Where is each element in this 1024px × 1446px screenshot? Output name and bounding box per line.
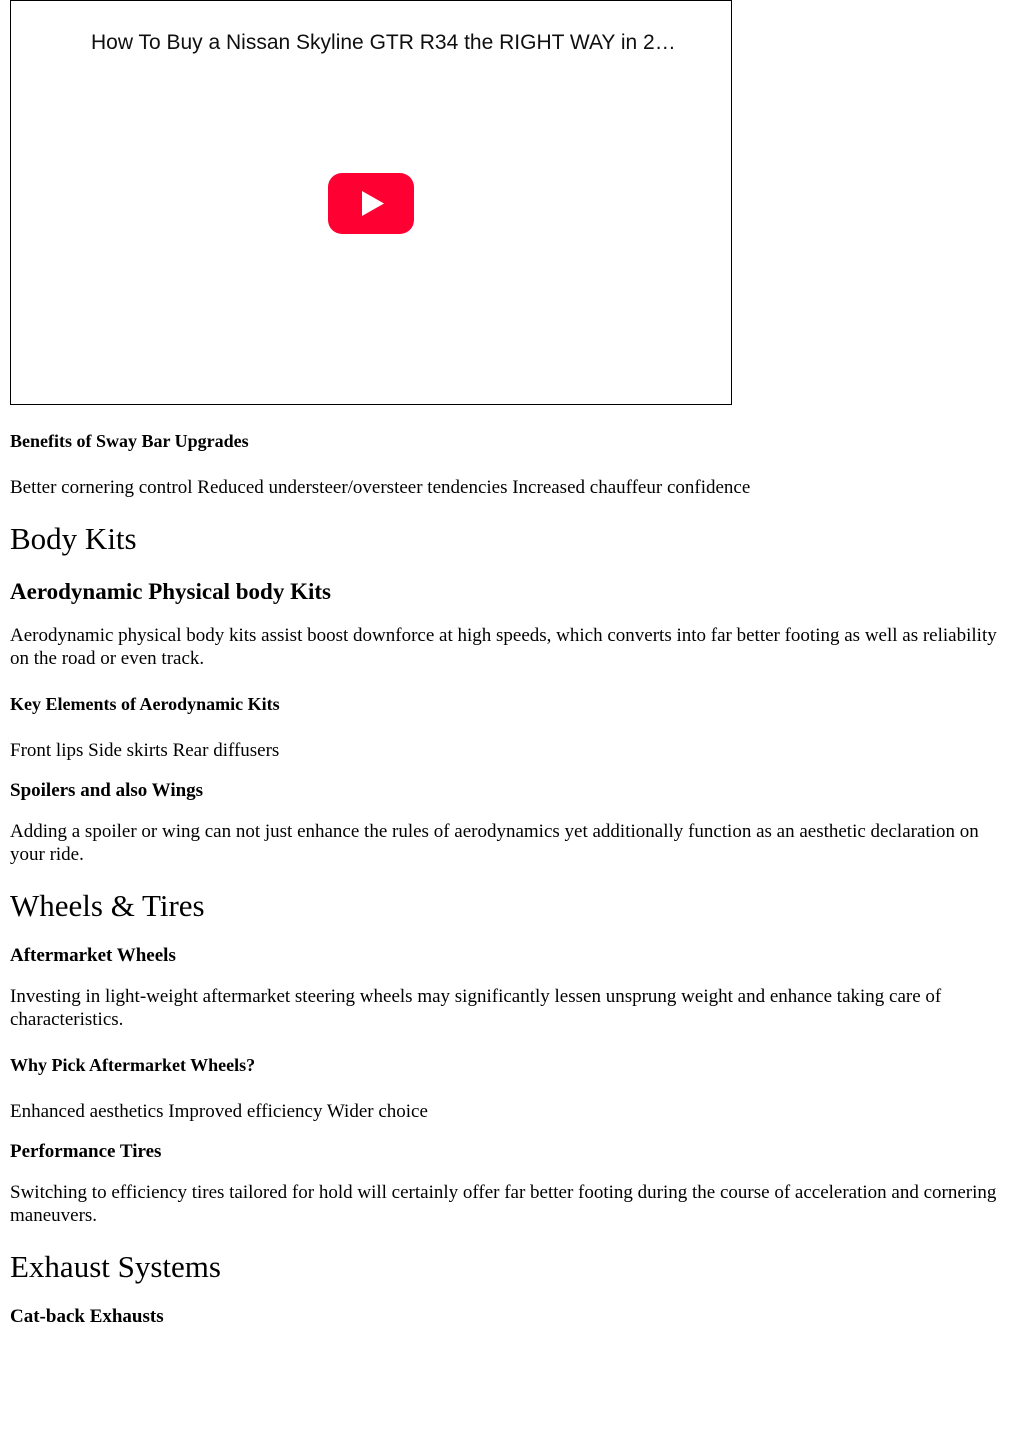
exhaust-systems-heading: Exhaust Systems bbox=[10, 1249, 221, 1284]
cat-back-exhausts-heading: Cat-back Exhausts bbox=[10, 1306, 164, 1327]
performance-tires-heading: Performance Tires bbox=[10, 1141, 162, 1162]
aero-body-kits-text: Aerodynamic physical body kits assist boost downforce at high speeds, which converts into far better footing as well as reliability on the road or even track. bbox=[10, 625, 997, 669]
spoilers-wings-heading: Spoilers and also Wings bbox=[10, 780, 204, 801]
aero-key-elements-text: Front lips Side skirts Rear diffusers bbox=[10, 740, 280, 761]
aero-body-kits-heading: Aerodynamic Physical body Kits bbox=[10, 579, 331, 604]
wheels-tires-heading: Wheels & Tires bbox=[10, 888, 205, 923]
aero-key-elements-heading: Key Elements of Aerodynamic Kits bbox=[10, 694, 280, 714]
video-title[interactable]: How To Buy a Nissan Skyline GTR R34 the RIGHT WAY in 2… bbox=[91, 31, 676, 54]
why-aftermarket-wheels-heading: Why Pick Aftermarket Wheels? bbox=[10, 1055, 256, 1075]
why-aftermarket-wheels-text: Enhanced aesthetics Improved efficiency Wider choice bbox=[10, 1101, 428, 1122]
youtube-play-icon bbox=[328, 173, 414, 234]
body-kits-heading: Body Kits bbox=[10, 521, 137, 556]
aftermarket-wheels-text: Investing in light-weight aftermarket steering wheels may significantly lessen unsprung weight and enhance taking care of characteristics. bbox=[10, 986, 942, 1030]
performance-tires-text: Switching to efficiency tires tailored for hold will certainly offer far better footing during the course of acceleration and cornering maneuvers. bbox=[10, 1182, 997, 1226]
video-play-button[interactable] bbox=[328, 173, 414, 234]
sway-bar-benefits-text: Better cornering control Reduced understeer/oversteer tendencies Increased chauffeur confidence bbox=[10, 477, 751, 498]
spoilers-wings-text: Adding a spoiler or wing can not just enhance the rules of aerodynamics yet additionally function as an aesthetic declaration on your ride. bbox=[10, 821, 979, 865]
video-embed[interactable] bbox=[10, 0, 732, 405]
aftermarket-wheels-heading: Aftermarket Wheels bbox=[10, 945, 176, 966]
sway-bar-benefits-heading: Benefits of Sway Bar Upgrades bbox=[10, 431, 249, 451]
